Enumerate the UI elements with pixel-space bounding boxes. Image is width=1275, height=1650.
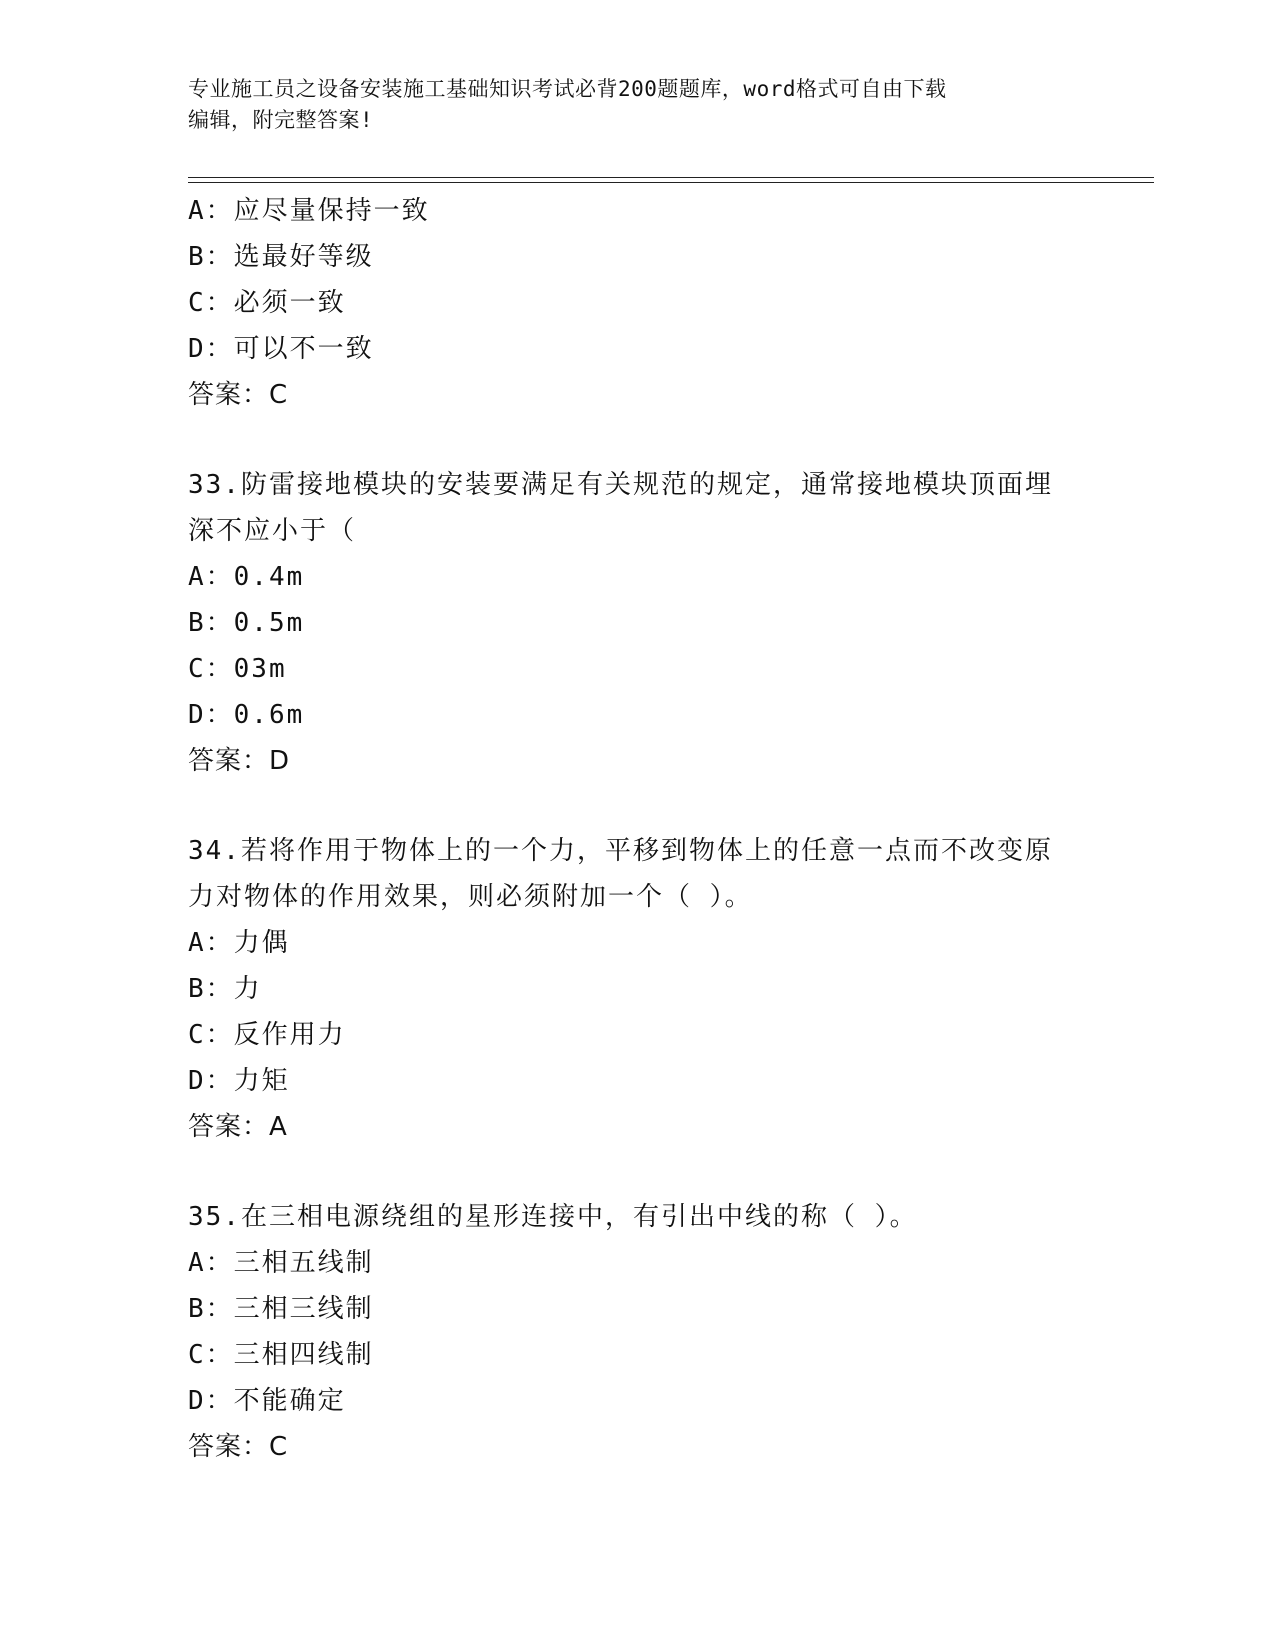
answer: 答案：D: [188, 746, 291, 776]
question-stem-line-2: 深不应小于（: [188, 516, 357, 546]
spacer: [188, 1150, 1088, 1194]
option-c: C：三相四线制: [188, 1340, 374, 1370]
option-d: D：力矩: [188, 1066, 290, 1096]
spacer: [188, 784, 1088, 828]
option-a: A：应尽量保持一致: [188, 196, 430, 226]
question-stem-line-1: 34.若将作用于物体上的一个力，平移到物体上的任意一点而不改变原: [188, 836, 1053, 866]
question-32: [188, 188, 1088, 418]
answer: 答案：C: [188, 380, 289, 410]
question-stem-line-2: 力对物体的作用效果，则必须附加一个（ ）。: [188, 882, 753, 912]
option-c: C：必须一致: [188, 288, 346, 318]
header-divider-top: [188, 177, 1154, 178]
answer: 答案：C: [188, 1432, 289, 1462]
header-line-2: 编辑，附完整答案!: [188, 108, 374, 132]
option-b: B：选最好等级: [188, 242, 374, 272]
option-c: C：03m: [188, 654, 287, 684]
option-a: A：0.4m: [188, 562, 305, 592]
question-stem-line-1: 35.在三相电源绕组的星形连接中，有引出中线的称（ ）。: [188, 1202, 918, 1232]
option-d: D：不能确定: [188, 1386, 346, 1416]
option-a: A：三相五线制: [188, 1248, 374, 1278]
question-34: [188, 828, 1088, 1150]
option-d: D：可以不一致: [188, 334, 374, 364]
header-divider-bottom: [188, 182, 1154, 183]
option-b: B：三相三线制: [188, 1294, 374, 1324]
question-35: [188, 1194, 1088, 1470]
option-b: B：力: [188, 974, 262, 1004]
answer: 答案：A: [188, 1112, 288, 1142]
question-list: [188, 188, 1088, 1470]
question-33: [188, 462, 1088, 784]
question-stem-line-1: 33.防雷接地模块的安装要满足有关规范的规定，通常接地模块顶面埋: [188, 470, 1053, 500]
spacer: [188, 418, 1088, 462]
option-b: B：0.5m: [188, 608, 305, 638]
header-line-1: 专业施工员之设备安装施工基础知识考试必背200题题库，word格式可自由下载: [188, 77, 947, 101]
option-d: D：0.6m: [188, 700, 305, 730]
document-header: [188, 74, 1068, 136]
option-c: C：反作用力: [188, 1020, 346, 1050]
option-a: A：力偶: [188, 928, 290, 958]
